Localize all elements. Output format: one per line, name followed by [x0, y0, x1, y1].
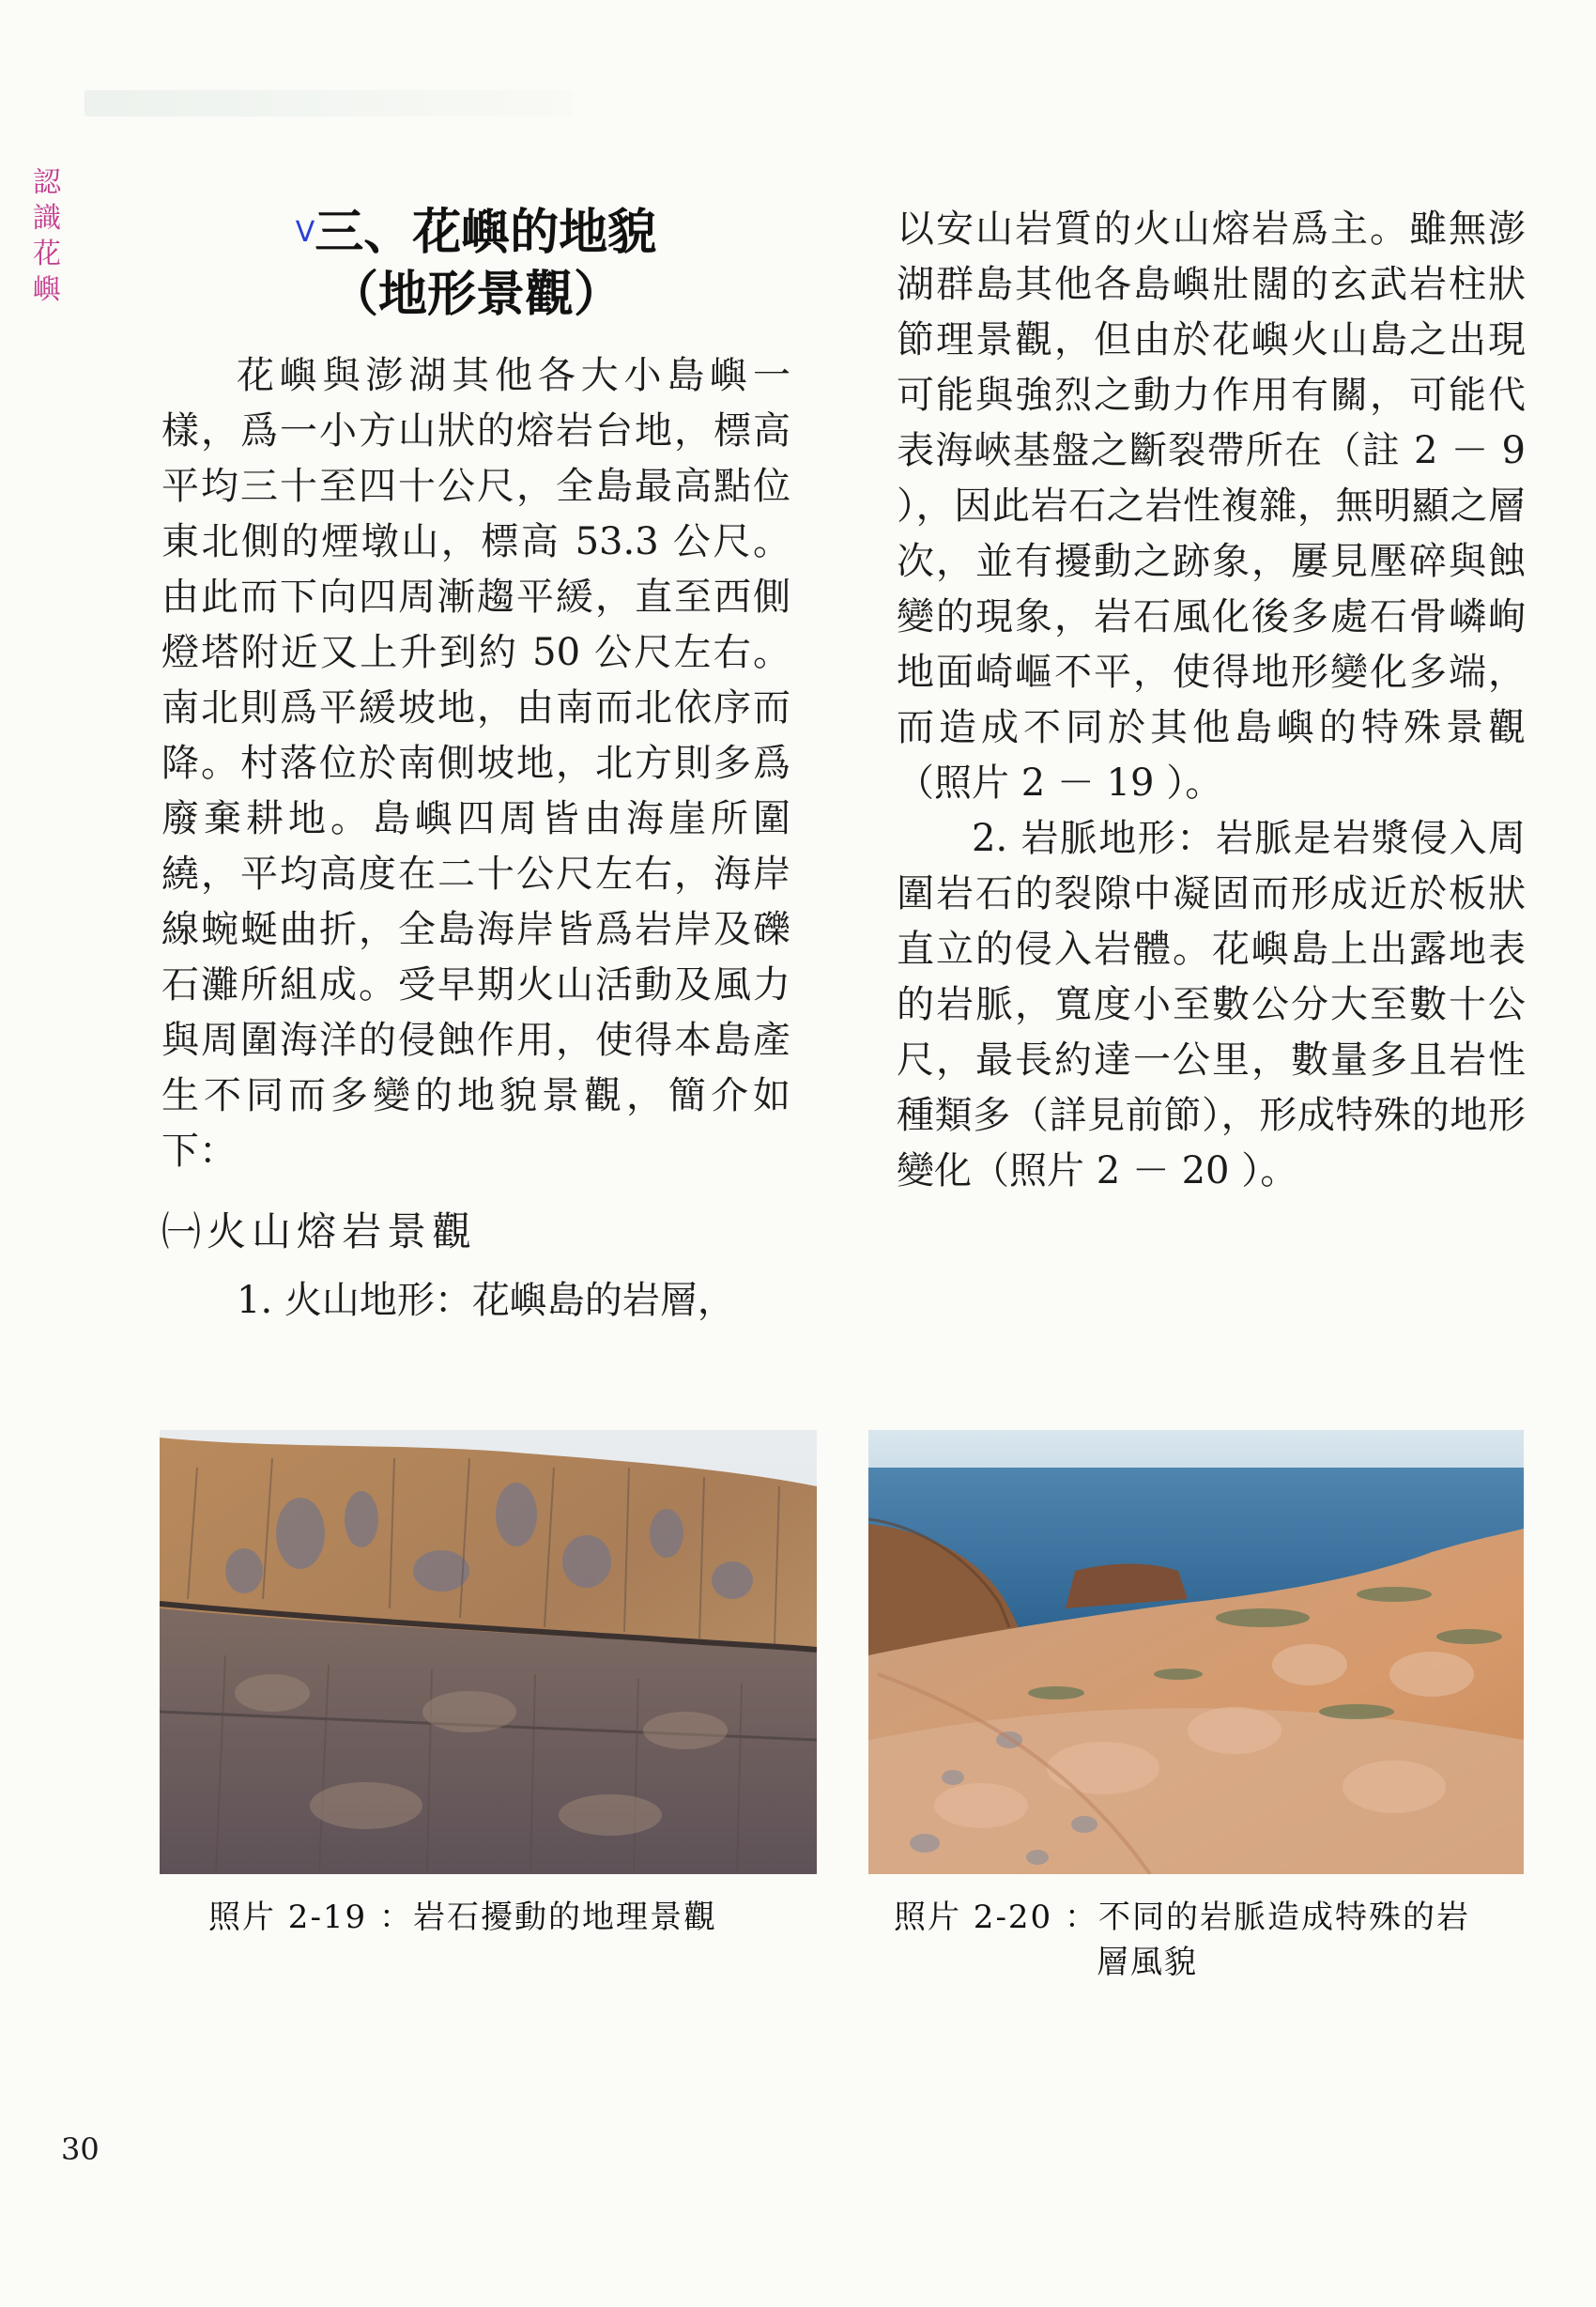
- title-handwritten-mark: V: [295, 216, 315, 249]
- photo-caption-2-20: [894, 1895, 1504, 1985]
- left-column: [161, 202, 790, 1329]
- side-tab-char: 識: [33, 202, 61, 235]
- photo-rock-disturbance: [160, 1430, 817, 1874]
- caption-line-2: 層風貌: [1097, 1944, 1198, 1981]
- title-line-1: 三、花嶼的地貌: [315, 205, 657, 261]
- title-line-2: （地形景觀）: [329, 267, 622, 323]
- item-1-start: 1. 火山地形：花嶼島的岩層，: [237, 1279, 735, 1322]
- caption-line-1: 照片 2-20 ：不同的岩脈造成特殊的岩: [894, 1899, 1470, 1936]
- photo-dike-landform: [868, 1430, 1524, 1874]
- side-tab-char: 花: [33, 238, 61, 270]
- side-tab-char: 認: [33, 166, 61, 199]
- page-number: 30: [61, 2131, 100, 2167]
- side-tab-char: 嶼: [33, 273, 61, 306]
- subsection-heading: ㈠火山熔岩景觀: [161, 1208, 478, 1254]
- item-1-continued: 以安山岩質的火山熔岩爲主。雖無澎湖群島其他各島嶼壯闊的玄武岩柱狀節理景觀，但由於花嶼火山島之出現可能與強烈之動力作用有關，可能代表海峽基盤之斷裂帶所在（註 2 － 9 ），因此岩石之岩性複雜，無明顯之層次，並有擾動之跡象，屢見壓碎與蝕變的現象，岩石風化後多處石骨嶙峋地面崎嶇不平，使得地形變化多端，而造成不同於其他島嶼的特殊景觀（照片 2 － 19 ）。: [897, 208, 1526, 805]
- photo-caption-2-19: 照片 2-19 ：岩石擾動的地理景觀: [208, 1899, 717, 1936]
- section-title: [161, 202, 790, 326]
- intro-paragraph: 花嶼與澎湖其他各大小島嶼一樣，爲一小方山狀的熔岩台地，標高平均三十至四十公尺，全島最高點位東北側的煙墩山，標高 53.3 公尺。由此而下向四周漸趨平緩，直至西側燈塔附近又上升到約 50 公尺左右。南北則爲平緩坡地，由南而北依序而降。村落位於南側坡地，北方則多爲廢棄耕地。島嶼四周皆由海崖所圍繞，平均高度在二十公尺左右，海岸線蜿蜒曲折，全島海岸皆爲岩岸及礫石灘所組成。受早期火山活動及風力與周圍海洋的侵蝕作用，使得本島產生不同而多變的地貌景觀，簡介如下：: [161, 354, 790, 1173]
- running-head-band: [84, 90, 573, 116]
- item-2-paragraph: 2. 岩脈地形：岩脈是岩漿侵入周圍岩石的裂隙中凝固而形成近於板狀直立的侵入岩體。花嶼島上出露地表的岩脈，寬度小至數公分大至數十公尺，最長約達一公里，數量多且岩性種類多（詳見前節），形成特殊的地形變化（照片 2 － 20 ）。: [897, 817, 1526, 1192]
- right-column: [897, 202, 1526, 1199]
- side-tab: [28, 165, 66, 308]
